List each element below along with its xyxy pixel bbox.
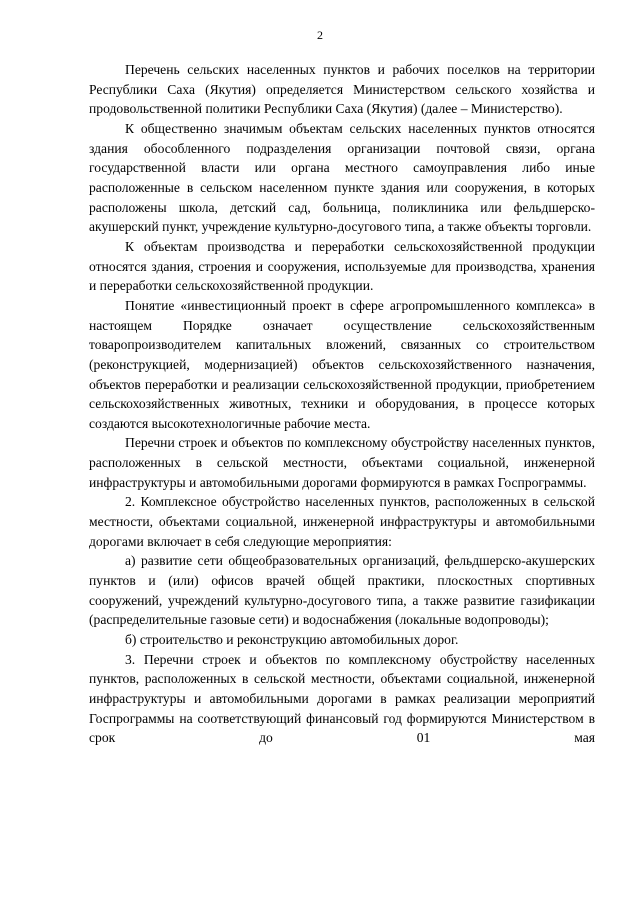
paragraph-production-objects: К объектам производства и переработки сельскохозяйственной продукции относятся здания, строения и сооружения, используемые для производства, хранения и переработки сельскохозяйственной продукции. (89, 238, 595, 294)
paragraph-section-2: 2. Комплексное обустройство населенных пунктов, расположенных в сельской местности, объектами социальной, инженерной инфраструктуры и автомобильными дорогами включает в себя следующие мероприятия: (89, 494, 595, 549)
paragraph-item-a: а) развитие сети общеобразовательных организаций, фельдшерско-акушерских пунктов и (или) офисов врачей общей практики, плоскостных спортивных сооружений, учреждений культурно-досугового типа, а также развитие газификации (распределительные газовые сети) и водоснабжения (локальные водопроводы); (89, 553, 595, 628)
paragraph-item-b: б) строительство и реконструкцию автомобильных дорог. (125, 632, 459, 648)
page-number: 2 (317, 28, 323, 42)
paragraph-rural-settlements-list: Перечень сельских населенных пунктов и рабочих поселков на территории Республики Саха (Якутия) определяется Министерством сельского хозяйства и продовольственной политики Республики Саха (Якутия) (далее – Министерство). (89, 62, 595, 117)
paragraph-section-3: 3. Перечни строек и объектов по комплексному обустройству населенных пунктов, расположенных в сельской местности, объектами социальной, инженерной инфраструктуры и автомобильными дорогами в рамках реализации мероприятий Госпрограммы на соответствующий финансовый год формируются Министерством в срок до 01 мая (89, 651, 595, 746)
document-body (89, 60, 595, 748)
paragraph-investment-project-definition: Понятие «инвестиционный проект в сфере агропромышленного комплекса» в настоящем Порядке означает осуществление сельскохозяйственным товаропроизводителем капитальных вложений, связанных со строительством (реконструкцией, модернизацией) объектов сельскохозяйственного назначения, объектов переработки и реализации сельскохозяйственной продукции, приобретением сельскохозяйственных животных, техники и оборудования, в процессе которых создаются высокотехнологичные рабочие места. (89, 297, 595, 431)
paragraph-lists-of-objects: Перечни строек и объектов по комплексному обустройству населенных пунктов, расположенных в сельской местности, объектами социальной, инженерной инфраструктуры и автомобильными дорогами формируются в рамках Госпрограммы. (89, 435, 595, 490)
paragraph-socially-significant-objects: К общественно значимым объектам сельских населенных пунктов относятся здания обособленного подразделения организации почтовой связи, органа государственной власти или органа местного самоуправления либо иные расположенные в сельском населенном пункте здания или сооружения, в которых расположены школа, детский сад, больница, поликлиника или фельдшерско-акушерский пункт, учреждение культурно-досугового типа, а также объекты торговли. (89, 120, 595, 235)
